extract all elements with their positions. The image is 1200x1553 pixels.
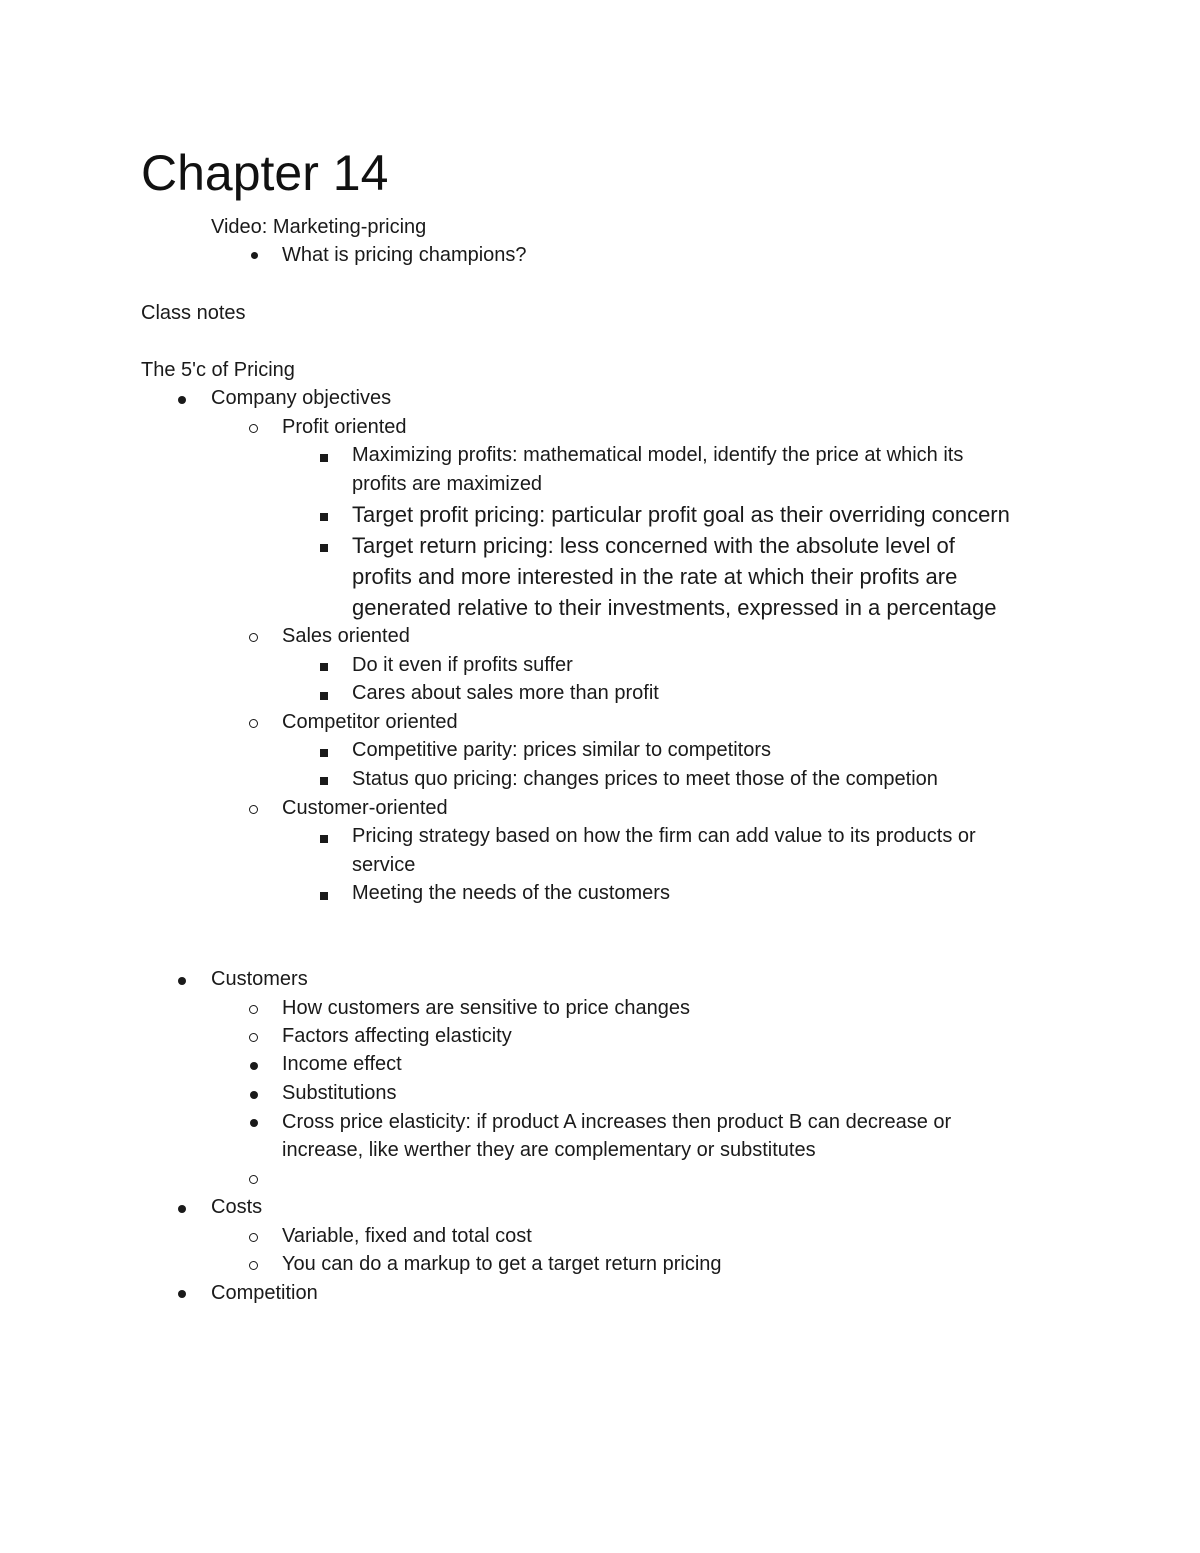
circle-bullet-icon [249, 1175, 258, 1184]
profit-item-2-line-1: Target profit pricing: particular profit goal as their overriding concern [352, 502, 1010, 527]
customers-item-5-line-1: Cross price elasticity: if product A increases then product B can decrease or [282, 1111, 952, 1133]
square-bullet-icon [320, 692, 328, 700]
sales-item-2: Cares about sales more than profit [352, 682, 659, 704]
disc-bullet-icon [250, 1119, 258, 1127]
profit-oriented-label: Profit oriented [282, 416, 407, 438]
circle-bullet-icon [249, 424, 258, 433]
costs-item-2: You can do a markup to get a target return pricing [282, 1253, 722, 1275]
circle-bullet-icon [249, 1033, 258, 1042]
customers-item-5-line-2: increase, like werther they are complementary or substitutes [282, 1139, 816, 1161]
circle-bullet-icon [249, 805, 258, 814]
competition-label: Competition [211, 1282, 318, 1304]
sales-oriented-label: Sales oriented [282, 625, 410, 647]
disc-bullet-icon [178, 977, 186, 985]
circle-bullet-icon [249, 633, 258, 642]
disc-bullet-icon [251, 252, 258, 259]
profit-item-3-line-2: profits and more interested in the rate at which their profits are [352, 564, 958, 589]
square-bullet-icon [320, 454, 328, 462]
customers-item-2: Factors affecting elasticity [282, 1025, 512, 1047]
competitor-item-2: Status quo pricing: changes prices to meet those of the competion [352, 768, 938, 790]
video-heading: Video: Marketing-pricing [211, 216, 427, 238]
circle-bullet-icon [249, 719, 258, 728]
profit-item-1-line-1: Maximizing profits: mathematical model, identify the price at which its [352, 444, 964, 466]
customer-item-1-line-2: service [352, 854, 416, 876]
page-title: Chapter 14 [141, 145, 389, 201]
disc-bullet-icon [250, 1062, 258, 1070]
fivec-heading: The 5'c of Pricing [141, 359, 295, 381]
company-objectives-label: Company objectives [211, 387, 392, 409]
customer-item-2-line-1: Meeting the needs of the customers [352, 882, 670, 904]
profit-item-1-line-2: profits are maximized [352, 473, 543, 495]
profit-item-3-line-1: Target return pricing: less concerned with the absolute level of [352, 533, 955, 558]
costs-label: Costs [211, 1196, 263, 1218]
disc-bullet-icon [178, 1290, 186, 1298]
square-bullet-icon [320, 749, 328, 757]
customer-oriented-label: Customer-oriented [282, 797, 448, 819]
circle-bullet-icon [249, 1233, 258, 1242]
circle-bullet-icon [249, 1005, 258, 1014]
customers-item-3: Income effect [282, 1053, 402, 1075]
square-bullet-icon [320, 663, 328, 671]
square-bullet-icon [320, 892, 328, 900]
costs-item-1: Variable, fixed and total cost [282, 1225, 532, 1247]
profit-item-3-line-3: generated relative to their investments, expressed in a percentage [352, 595, 997, 620]
sales-item-1: Do it even if profits suffer [352, 654, 573, 676]
customers-item-1: How customers are sensitive to price changes [282, 997, 690, 1019]
customers-item-4: Substitutions [282, 1082, 397, 1104]
square-bullet-icon [320, 777, 328, 785]
square-bullet-icon [320, 835, 328, 843]
customers-label: Customers [211, 968, 308, 990]
competitor-oriented-label: Competitor oriented [282, 711, 458, 733]
competitor-item-1: Competitive parity: prices similar to competitors [352, 739, 772, 761]
disc-bullet-icon [250, 1091, 258, 1099]
video-bullet-text: What is pricing champions? [282, 244, 527, 266]
square-bullet-icon [320, 544, 328, 552]
disc-bullet-icon [178, 396, 186, 404]
customer-item-1-line-1: Pricing strategy based on how the firm can add value to its products or [352, 825, 976, 847]
circle-bullet-icon [249, 1261, 258, 1270]
square-bullet-icon [320, 513, 328, 521]
class-notes-heading: Class notes [141, 302, 246, 324]
disc-bullet-icon [178, 1205, 186, 1213]
